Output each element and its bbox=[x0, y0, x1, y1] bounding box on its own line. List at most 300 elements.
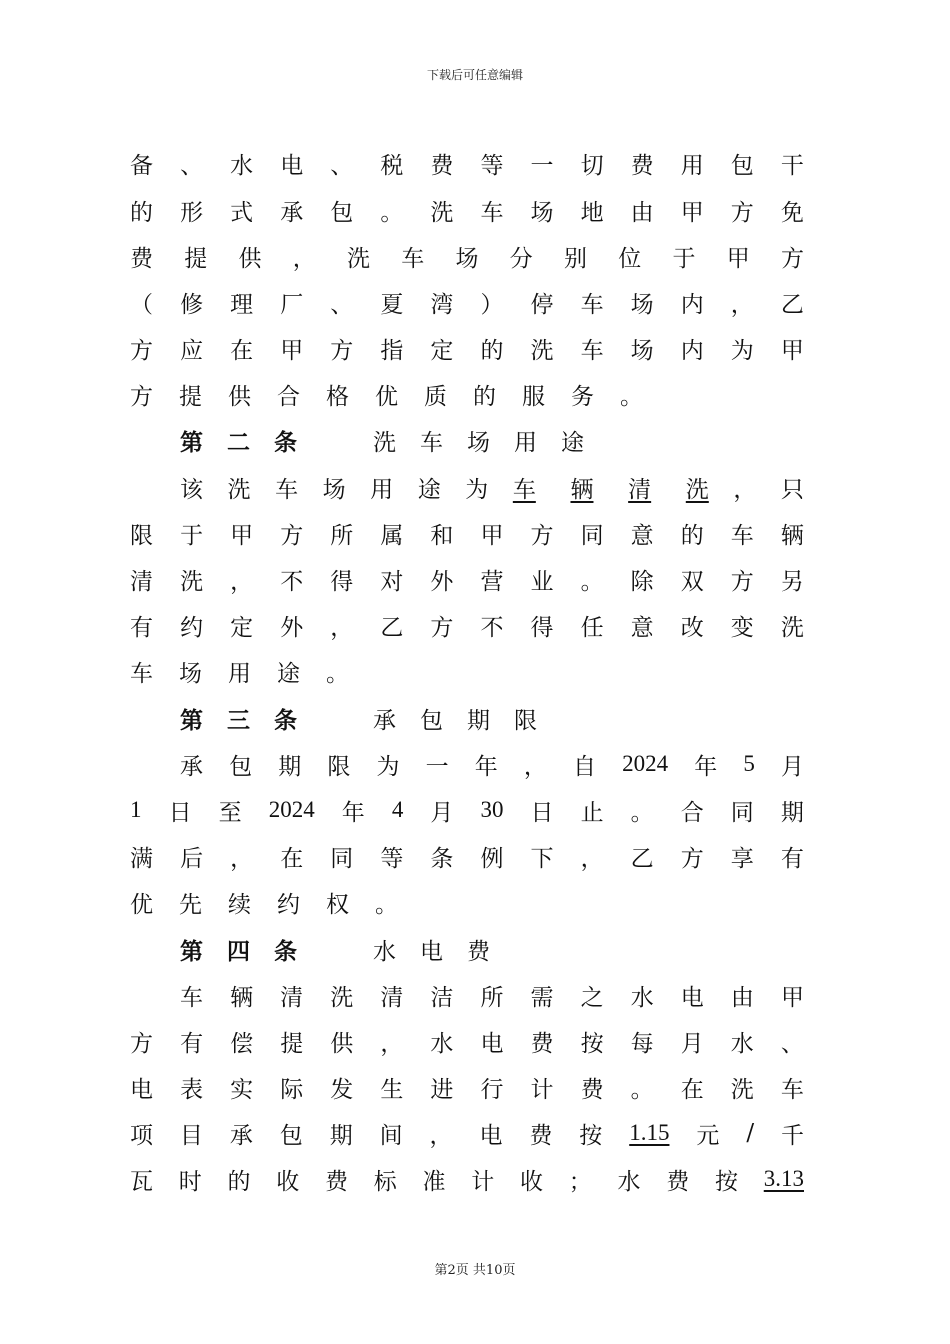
glyph: 洗 bbox=[373, 429, 396, 456]
glyph: 洗 bbox=[530, 337, 554, 364]
text-line bbox=[130, 610, 804, 640]
glyph: 税 bbox=[380, 152, 404, 179]
glyph: 续 bbox=[228, 891, 251, 918]
glyph: 时 bbox=[178, 1168, 202, 1195]
glyph: 洗 bbox=[180, 568, 204, 595]
glyph: 停 bbox=[530, 291, 554, 318]
glyph: 甲 bbox=[726, 245, 750, 272]
text-line bbox=[130, 287, 804, 317]
glyph: 水 bbox=[373, 938, 396, 965]
glyph: 定 bbox=[230, 614, 254, 641]
glyph: 合 bbox=[680, 799, 704, 826]
glyph: 权 bbox=[326, 891, 349, 918]
glyph: 洗 bbox=[347, 245, 370, 272]
glyph: 年 bbox=[474, 753, 498, 780]
glyph: 车 bbox=[580, 291, 604, 318]
glyph: 只 bbox=[780, 476, 804, 503]
glyph: 的 bbox=[680, 522, 704, 549]
glyph: 乙 bbox=[380, 614, 404, 641]
glyph: 有 bbox=[130, 614, 153, 641]
glyph: 每 bbox=[630, 1030, 654, 1057]
glyph: 、 bbox=[330, 291, 354, 318]
glyph: 清 bbox=[130, 568, 153, 595]
glyph: 供 bbox=[330, 1030, 354, 1057]
glyph: 方 bbox=[781, 245, 804, 272]
text-line bbox=[180, 980, 804, 1010]
glyph: 所 bbox=[480, 984, 504, 1011]
glyph: 于 bbox=[672, 245, 696, 272]
glyph: 修 bbox=[180, 291, 204, 318]
text-line bbox=[130, 1072, 804, 1102]
glyph: 年 bbox=[341, 799, 365, 826]
glyph: 二 bbox=[227, 428, 250, 456]
glyph: 进 bbox=[430, 1076, 454, 1103]
glyph: 干 bbox=[780, 152, 804, 179]
glyph: 、 bbox=[330, 152, 354, 179]
glyph: 改 bbox=[680, 614, 704, 641]
glyph: 四 bbox=[227, 937, 250, 965]
glyph: 用 bbox=[514, 429, 537, 456]
glyph: 第 bbox=[180, 706, 203, 734]
text-line bbox=[130, 841, 804, 871]
glyph: 车 bbox=[480, 199, 504, 226]
glyph: 限 bbox=[327, 753, 351, 780]
glyph: 用 bbox=[370, 476, 394, 503]
glyph: 甲 bbox=[780, 337, 804, 364]
glyph: 目 bbox=[179, 1122, 203, 1149]
glyph: 优 bbox=[375, 383, 398, 410]
section-title bbox=[373, 424, 608, 457]
glyph: 条 bbox=[430, 845, 454, 872]
glyph: 营 bbox=[480, 568, 504, 595]
glyph: 水 bbox=[617, 1168, 641, 1195]
glyph: 承 bbox=[280, 199, 304, 226]
glyph: 为 bbox=[465, 476, 489, 503]
glyph: 甲 bbox=[280, 337, 304, 364]
glyph: 不 bbox=[280, 568, 304, 595]
glyph: 的 bbox=[227, 1168, 251, 1195]
glyph: 变 bbox=[730, 614, 754, 641]
glyph: 期 bbox=[278, 753, 302, 780]
glyph: 第 bbox=[180, 428, 203, 456]
glyph: 5 bbox=[743, 751, 755, 776]
glyph: 先 bbox=[179, 891, 202, 918]
glyph: 洗 bbox=[227, 476, 251, 503]
glyph: 按 bbox=[715, 1168, 738, 1195]
glyph: 条 bbox=[274, 428, 297, 456]
glyph: 在 bbox=[230, 337, 254, 364]
glyph: 内 bbox=[680, 291, 704, 318]
glyph: 方 bbox=[730, 568, 754, 595]
glyph: 位 bbox=[618, 245, 642, 272]
glyph: 清 bbox=[280, 984, 304, 1011]
glyph: 该 bbox=[180, 476, 203, 503]
glyph: 洗 bbox=[430, 199, 454, 226]
glyph: 不 bbox=[480, 614, 504, 641]
glyph: 标 bbox=[373, 1168, 397, 1195]
glyph: 按 bbox=[580, 1030, 604, 1057]
glyph: 途 bbox=[561, 429, 584, 456]
text-line bbox=[130, 195, 804, 225]
glyph: 同 bbox=[580, 522, 604, 549]
glyph: ） bbox=[480, 291, 504, 318]
glyph: 等 bbox=[480, 152, 504, 179]
section-number bbox=[180, 933, 321, 966]
glyph: 约 bbox=[180, 614, 204, 641]
glyph: 三 bbox=[227, 706, 250, 734]
glyph: 费 bbox=[430, 152, 454, 179]
glyph: 4 bbox=[391, 797, 404, 822]
glyph: 场 bbox=[455, 245, 479, 272]
glyph: 清 bbox=[628, 476, 652, 503]
glyph: 指 bbox=[380, 337, 404, 364]
glyph: 日 bbox=[168, 799, 192, 826]
glyph: 费 bbox=[666, 1168, 690, 1195]
glyph: 方 bbox=[680, 845, 704, 872]
glyph: 电 bbox=[480, 1030, 504, 1057]
text-line bbox=[130, 379, 804, 409]
glyph: 同 bbox=[730, 799, 754, 826]
glyph: 包 bbox=[279, 1122, 303, 1149]
glyph: 业 bbox=[530, 568, 554, 595]
glyph: 费 bbox=[630, 152, 654, 179]
glyph: 在 bbox=[680, 1076, 704, 1103]
glyph: ， bbox=[230, 845, 254, 872]
glyph: 限 bbox=[130, 522, 153, 549]
glyph: 车 bbox=[275, 476, 299, 503]
glyph: ， bbox=[330, 614, 354, 641]
text-line bbox=[130, 1164, 804, 1194]
section-heading-2 bbox=[180, 425, 608, 455]
glyph: 电 bbox=[420, 938, 443, 965]
glyph: 用 bbox=[680, 152, 704, 179]
glyph: 内 bbox=[680, 337, 704, 364]
glyph: 电 bbox=[130, 1076, 153, 1103]
glyph: 承 bbox=[229, 1122, 253, 1149]
glyph: 式 bbox=[230, 199, 254, 226]
glyph: 。 bbox=[375, 891, 398, 918]
glyph: 方 bbox=[330, 337, 354, 364]
glyph: 供 bbox=[228, 383, 251, 410]
glyph: 间 bbox=[379, 1122, 403, 1149]
glyph: 行 bbox=[480, 1076, 504, 1103]
glyph: 元 bbox=[696, 1122, 720, 1149]
glyph: 车 bbox=[780, 1076, 804, 1103]
text-line bbox=[180, 472, 804, 502]
glyph: 意 bbox=[630, 522, 654, 549]
glyph: 提 bbox=[184, 245, 208, 272]
glyph: 乙 bbox=[630, 845, 654, 872]
glyph: 。 bbox=[380, 199, 404, 226]
text-line bbox=[130, 887, 804, 917]
glyph: 。 bbox=[580, 568, 604, 595]
glyph: 场 bbox=[530, 199, 554, 226]
glyph: 按 bbox=[579, 1122, 603, 1149]
text-line bbox=[130, 148, 804, 178]
glyph: 服 bbox=[522, 383, 545, 410]
glyph: 由 bbox=[630, 199, 654, 226]
glyph: 方 bbox=[130, 337, 153, 364]
glyph: 期 bbox=[329, 1122, 353, 1149]
glyph: 、 bbox=[180, 152, 204, 179]
glyph: 在 bbox=[280, 845, 304, 872]
glyph: 辆 bbox=[570, 476, 594, 503]
glyph: 形 bbox=[180, 199, 204, 226]
glyph: 。 bbox=[620, 383, 643, 410]
glyph: 费 bbox=[530, 1030, 554, 1057]
glyph: 洗 bbox=[730, 1076, 754, 1103]
glyph: 方 bbox=[530, 522, 554, 549]
glyph: 包 bbox=[730, 152, 754, 179]
glyph: 洗 bbox=[780, 614, 804, 641]
glyph: 清 bbox=[380, 984, 404, 1011]
glyph: 务 bbox=[571, 383, 594, 410]
glyph: 费 bbox=[467, 938, 490, 965]
glyph: 车 bbox=[180, 984, 203, 1011]
glyph: 一 bbox=[425, 753, 449, 780]
glyph: 包 bbox=[420, 707, 443, 734]
glyph: 甲 bbox=[480, 522, 504, 549]
glyph: 乙 bbox=[780, 291, 804, 318]
glyph: 月 bbox=[680, 1030, 704, 1057]
glyph: 水 bbox=[630, 984, 654, 1011]
glyph: 实 bbox=[230, 1076, 254, 1103]
glyph: 。 bbox=[326, 660, 349, 687]
glyph: 用 bbox=[228, 660, 251, 687]
glyph: ， bbox=[523, 753, 547, 780]
glyph: 条 bbox=[274, 937, 297, 965]
glyph: 车 bbox=[420, 429, 443, 456]
glyph: 夏 bbox=[380, 291, 404, 318]
glyph: 车 bbox=[401, 245, 425, 272]
glyph: 洁 bbox=[430, 984, 454, 1011]
glyph: 等 bbox=[380, 845, 404, 872]
text-line bbox=[130, 1026, 804, 1056]
glyph: 准 bbox=[422, 1168, 446, 1195]
glyph: 洗 bbox=[685, 476, 709, 503]
glyph: 偿 bbox=[230, 1030, 254, 1057]
glyph: 供 bbox=[238, 245, 262, 272]
text-line bbox=[130, 656, 804, 686]
glyph: 月 bbox=[430, 799, 454, 826]
glyph: 1 bbox=[130, 797, 142, 822]
glyph: 合 bbox=[277, 383, 300, 410]
section-title bbox=[373, 702, 561, 735]
glyph: 定 bbox=[430, 337, 454, 364]
glyph: 收 bbox=[276, 1168, 300, 1195]
glyph: 千 bbox=[780, 1122, 804, 1149]
glyph: 水 bbox=[430, 1030, 454, 1057]
glyph: 有 bbox=[180, 1030, 204, 1057]
glyph: 属 bbox=[380, 522, 404, 549]
glyph: 外 bbox=[430, 568, 454, 595]
text-line bbox=[130, 518, 804, 548]
glyph: 质 bbox=[424, 383, 447, 410]
glyph: 意 bbox=[630, 614, 654, 641]
glyph: 格 bbox=[326, 383, 349, 410]
glyph: 地 bbox=[580, 199, 604, 226]
glyph: 际 bbox=[280, 1076, 304, 1103]
glyph: 发 bbox=[330, 1076, 354, 1103]
glyph: 另 bbox=[780, 568, 804, 595]
glyph: 途 bbox=[417, 476, 441, 503]
glyph: 之 bbox=[580, 984, 604, 1011]
glyph: 备 bbox=[130, 152, 153, 179]
glyph: 方 bbox=[280, 522, 304, 549]
section-number bbox=[180, 702, 321, 735]
glyph: 别 bbox=[564, 245, 587, 272]
glyph: 厂 bbox=[280, 291, 304, 318]
glyph: 外 bbox=[280, 614, 304, 641]
glyph: 得 bbox=[330, 568, 354, 595]
glyph: 费 bbox=[529, 1122, 553, 1149]
glyph: 湾 bbox=[430, 291, 454, 318]
glyph: 费 bbox=[130, 245, 153, 272]
glyph: 收 bbox=[520, 1168, 543, 1195]
glyph: 享 bbox=[730, 845, 754, 872]
glyph: 后 bbox=[180, 845, 204, 872]
glyph: 途 bbox=[277, 660, 300, 687]
glyph: 止 bbox=[580, 799, 604, 826]
glyph: 场 bbox=[322, 476, 346, 503]
glyph: 承 bbox=[373, 707, 396, 734]
glyph: ， bbox=[730, 291, 754, 318]
text-line bbox=[130, 333, 804, 363]
glyph: ， bbox=[380, 1030, 404, 1057]
glyph: 电 bbox=[479, 1122, 503, 1149]
glyph: 车 bbox=[512, 476, 536, 503]
glyph: 期 bbox=[780, 799, 804, 826]
glyph: 自 bbox=[573, 753, 596, 780]
glyph: 车 bbox=[580, 337, 604, 364]
glyph: 包 bbox=[330, 199, 354, 226]
glyph: 场 bbox=[179, 660, 202, 687]
glyph: 30 bbox=[480, 797, 504, 822]
text-line bbox=[130, 564, 804, 594]
glyph: 由 bbox=[730, 984, 754, 1011]
glyph: 方 bbox=[130, 1030, 153, 1057]
water-rate: 3.13 bbox=[763, 1166, 804, 1191]
glyph: 分 bbox=[509, 245, 533, 272]
glyph: 约 bbox=[277, 891, 300, 918]
glyph: 为 bbox=[730, 337, 754, 364]
glyph: 日 bbox=[530, 799, 554, 826]
page-footer: 第2页 共10页 bbox=[434, 1263, 516, 1278]
glyph: ； bbox=[568, 1168, 592, 1195]
glyph: 电 bbox=[280, 152, 304, 179]
glyph: 2024 bbox=[268, 797, 315, 822]
glyph: 。 bbox=[630, 1076, 654, 1103]
glyph: 双 bbox=[680, 568, 704, 595]
glyph: 甲 bbox=[780, 984, 804, 1011]
glyph: 提 bbox=[280, 1030, 304, 1057]
glyph: 表 bbox=[180, 1076, 204, 1103]
glyph: 有 bbox=[780, 845, 804, 872]
glyph: ， bbox=[580, 845, 604, 872]
glyph: 车 bbox=[130, 660, 153, 687]
glyph: 水 bbox=[230, 152, 254, 179]
glyph: 。 bbox=[630, 799, 654, 826]
glyph: 为 bbox=[376, 753, 400, 780]
glyph: 任 bbox=[580, 614, 604, 641]
glyph: 一 bbox=[530, 152, 554, 179]
glyph: 的 bbox=[480, 337, 504, 364]
glyph: 的 bbox=[473, 383, 496, 410]
glyph: 包 bbox=[229, 753, 253, 780]
glyph: 生 bbox=[380, 1076, 404, 1103]
glyph: 场 bbox=[630, 291, 654, 318]
glyph: 月 bbox=[781, 753, 804, 780]
glyph: 甲 bbox=[230, 522, 254, 549]
text-line bbox=[130, 795, 804, 825]
glyph: 年 bbox=[694, 753, 718, 780]
glyph: 除 bbox=[630, 568, 654, 595]
glyph: 对 bbox=[380, 568, 404, 595]
glyph: 洗 bbox=[330, 984, 354, 1011]
glyph: 辆 bbox=[780, 522, 804, 549]
glyph: 优 bbox=[130, 891, 153, 918]
glyph: 方 bbox=[730, 199, 754, 226]
section-number bbox=[180, 424, 321, 457]
glyph: 费 bbox=[580, 1076, 604, 1103]
glyph: 项 bbox=[130, 1122, 153, 1149]
glyph: 方 bbox=[430, 614, 454, 641]
glyph: 方 bbox=[130, 383, 153, 410]
glyph: 场 bbox=[467, 429, 490, 456]
glyph: 第 bbox=[180, 937, 203, 965]
text-line bbox=[130, 1118, 804, 1148]
glyph: 条 bbox=[274, 706, 297, 734]
glyph: 车 bbox=[730, 522, 754, 549]
glyph: 2024 bbox=[622, 751, 669, 776]
glyph: 于 bbox=[180, 522, 204, 549]
glyph: 免 bbox=[780, 199, 804, 226]
glyph: 期 bbox=[467, 707, 490, 734]
glyph: 计 bbox=[471, 1168, 495, 1195]
glyph: ， bbox=[733, 476, 757, 503]
glyph: （ bbox=[130, 291, 153, 318]
glyph: 费 bbox=[325, 1168, 348, 1195]
glyph: ， bbox=[230, 568, 254, 595]
glyph: 、 bbox=[780, 1030, 804, 1057]
glyph: 场 bbox=[630, 337, 654, 364]
glyph: ， bbox=[292, 245, 316, 272]
page-header: 下载后可任意编辑 bbox=[426, 68, 523, 82]
glyph: 理 bbox=[230, 291, 254, 318]
glyph: 例 bbox=[480, 845, 504, 872]
text-line bbox=[180, 749, 804, 779]
electricity-rate: 1.15 bbox=[629, 1120, 670, 1145]
section-title bbox=[373, 933, 514, 966]
glyph: 得 bbox=[530, 614, 554, 641]
section-heading-4 bbox=[180, 934, 514, 964]
glyph: 限 bbox=[514, 707, 537, 734]
glyph: 电 bbox=[680, 984, 704, 1011]
glyph: 至 bbox=[218, 799, 242, 826]
glyph: 的 bbox=[130, 199, 153, 226]
glyph: 下 bbox=[530, 845, 554, 872]
glyph: / bbox=[746, 1120, 755, 1146]
text-line bbox=[130, 241, 804, 271]
glyph: 甲 bbox=[680, 199, 704, 226]
glyph: 计 bbox=[530, 1076, 554, 1103]
glyph: 应 bbox=[180, 337, 204, 364]
underlined-term bbox=[513, 471, 709, 504]
glyph: 瓦 bbox=[130, 1168, 153, 1195]
glyph: 同 bbox=[330, 845, 354, 872]
glyph: 所 bbox=[330, 522, 354, 549]
glyph: 和 bbox=[430, 522, 454, 549]
